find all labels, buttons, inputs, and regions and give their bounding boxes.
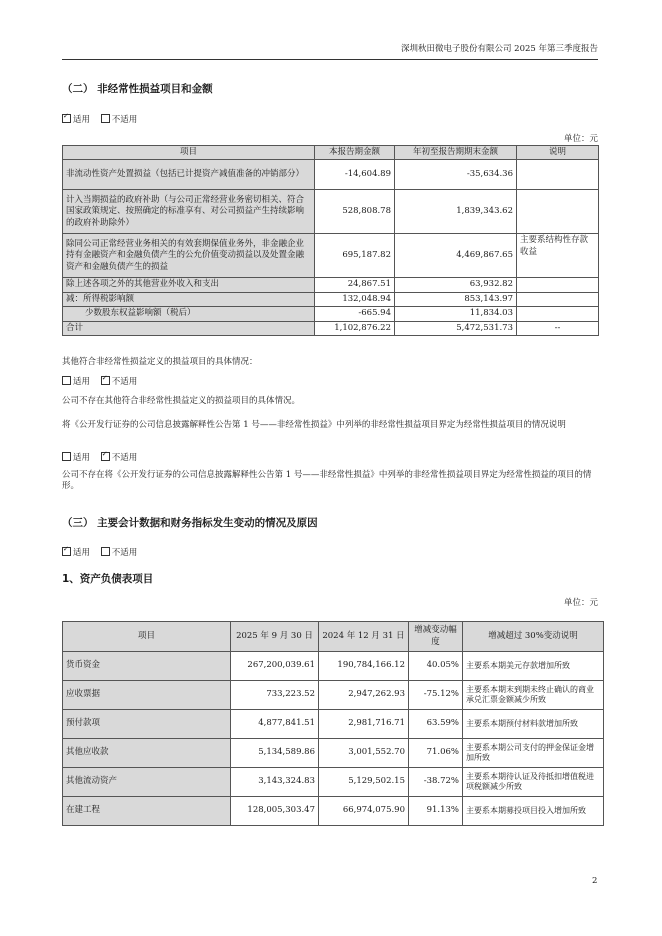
- row-change-percent: 71.06%: [409, 739, 463, 768]
- checkbox-not-applicable-checked-icon: [101, 376, 110, 385]
- column-header: 本报告期金额: [315, 146, 395, 160]
- checkbox-not-applicable-icon: [101, 547, 110, 556]
- row-change-percent: -75.12%: [409, 681, 463, 710]
- row-change-note: 主要系本期待认证及待抵扣增值税进项税额减少所致: [463, 768, 604, 797]
- row-ytd-amount: 63,932.82: [395, 278, 517, 292]
- row-item: 少数股东权益影响额（税后）: [63, 307, 315, 321]
- row-current-amount: 695,187.82: [315, 234, 395, 278]
- listed-items-label: 将《公开发行证券的公司信息披露解释性公告第 1 号——非经常性损益》中列举的非经常性损益项目界定为经常性损益项目的情况说明: [62, 420, 566, 430]
- row-ytd-amount: 11,834.03: [395, 307, 517, 321]
- section-2-title: （二） 非经常性损益项目和金额: [62, 83, 213, 95]
- row-item: 在建工程: [63, 797, 231, 826]
- section-3-unit: 单位：元: [563, 598, 598, 608]
- column-header: 2025 年 9 月 30 日: [231, 622, 319, 652]
- row-note: [517, 307, 599, 321]
- column-header: 增减变动幅度: [409, 622, 463, 652]
- row-value-2024: 2,981,716.71: [319, 710, 409, 739]
- row-change-percent: 63.59%: [409, 710, 463, 739]
- column-header: 年初至报告期期末金额: [395, 146, 517, 160]
- row-current-amount: -665.94: [315, 307, 395, 321]
- table-row: [63, 234, 599, 278]
- row-item: 其他应收款: [63, 739, 231, 768]
- row-ytd-amount: 5,472,531.73: [395, 321, 517, 335]
- row-ytd-amount: 1,839,343.62: [395, 190, 517, 234]
- row-value-2024: 2,947,262.93: [319, 681, 409, 710]
- row-value-2024: 190,784,166.12: [319, 652, 409, 681]
- row-value-2024: 5,129,502.15: [319, 768, 409, 797]
- row-ytd-amount: -35,634.36: [395, 160, 517, 190]
- row-item: 应收票据: [63, 681, 231, 710]
- row-change-percent: 91.13%: [409, 797, 463, 826]
- row-change-note: 主要系本期募投项目投入增加所致: [463, 797, 604, 826]
- table-header-row: [63, 622, 604, 652]
- row-change-percent: -38.72%: [409, 768, 463, 797]
- page-header: 深圳秋田微电子股份有限公司 2025 年第三季度报告: [62, 44, 598, 60]
- checkbox-applicable-checked-icon: [62, 114, 71, 123]
- table-row: [63, 292, 599, 306]
- row-item: 非流动性资产处置损益（包括已计提资产减值准备的冲销部分）: [63, 160, 315, 190]
- table-row: [63, 190, 599, 234]
- row-value-2025: 267,200,039.61: [231, 652, 319, 681]
- table-row: [63, 160, 599, 190]
- table-row: [63, 768, 604, 797]
- page-number: 2: [592, 876, 598, 886]
- row-item: 货币资金: [63, 652, 231, 681]
- row-item: 其他流动资产: [63, 768, 231, 797]
- row-note: 主要系结构性存款收益: [517, 234, 599, 278]
- row-current-amount: 528,808.78: [315, 190, 395, 234]
- other-items-applicability: 适用 ✓ 不适用: [62, 376, 598, 388]
- checkbox-applicable-icon: [62, 452, 71, 461]
- row-change-note: 主要系本期公司支付的押金保证金增加所致: [463, 739, 604, 768]
- checkbox-not-applicable-icon: [101, 114, 110, 123]
- row-ytd-amount: 853,143.97: [395, 292, 517, 306]
- row-item: 预付款项: [63, 710, 231, 739]
- column-header: 项目: [63, 146, 315, 160]
- other-items-text: 公司不存在其他符合非经常性损益定义的损益项目的具体情况。: [62, 396, 301, 406]
- table-row-total: [63, 321, 599, 335]
- balance-sheet-changes-table: [62, 621, 604, 826]
- table-row: [63, 710, 604, 739]
- section-3-title: （三） 主要会计数据和财务指标发生变动的情况及原因: [62, 517, 318, 529]
- row-current-amount: 1,102,876.22: [315, 321, 395, 335]
- row-change-note: 主要系本期预付材料款增加所致: [463, 710, 604, 739]
- column-header: 说明: [517, 146, 599, 160]
- row-value-2025: 128,005,303.47: [231, 797, 319, 826]
- row-current-amount: 132,048.94: [315, 292, 395, 306]
- row-change-note: 主要系本期美元存款增加所致: [463, 652, 604, 681]
- row-note: --: [517, 321, 599, 335]
- row-value-2025: 4,877,841.51: [231, 710, 319, 739]
- table-header-row: [63, 146, 599, 160]
- row-note: [517, 292, 599, 306]
- row-item: 除上述各项之外的其他营业外收入和支出: [63, 278, 315, 292]
- checkbox-not-applicable-checked-icon: [101, 452, 110, 461]
- row-value-2025: 733,223.52: [231, 681, 319, 710]
- row-value-2025: 3,143,324.83: [231, 768, 319, 797]
- checkbox-applicable-checked-icon: [62, 547, 71, 556]
- table-row: [63, 681, 604, 710]
- row-ytd-amount: 4,469,867.65: [395, 234, 517, 278]
- row-current-amount: -14,604.89: [315, 160, 395, 190]
- listed-items-applicability: 适用 ✓ 不适用: [62, 452, 598, 464]
- table-row: [63, 278, 599, 292]
- non-recurring-gains-table: [62, 145, 599, 336]
- column-header: 2024 年 12 月 31 日: [319, 622, 409, 652]
- table-row: [63, 739, 604, 768]
- column-header: 增减超过 30%变动说明: [463, 622, 604, 652]
- row-item: 除同公司正常经营业务相关的有效套期保值业务外，非金融企业持有金融资产和金融负债产生的公允价值变动损益以及处置金融资产和金融负债产生的损益: [63, 234, 315, 278]
- section-3-subtitle: 1、资产负债表项目: [62, 573, 154, 585]
- checkbox-applicable-icon: [62, 376, 71, 385]
- row-change-percent: 40.05%: [409, 652, 463, 681]
- row-note: [517, 190, 599, 234]
- row-item: 合计: [63, 321, 315, 335]
- section-2-applicability: ✓适用 不适用: [62, 114, 598, 126]
- section-3-applicability: ✓适用 不适用: [62, 547, 598, 559]
- row-item: 减：所得税影响额: [63, 292, 315, 306]
- row-note: [517, 160, 599, 190]
- row-current-amount: 24,867.51: [315, 278, 395, 292]
- table-row: [63, 797, 604, 826]
- section-2-unit: 单位：元: [563, 134, 598, 144]
- column-header: 项目: [63, 622, 231, 652]
- row-value-2024: 3,001,552.70: [319, 739, 409, 768]
- row-change-note: 主要系本期末到期未终止确认的商业承兑汇票金额减少所致: [463, 681, 604, 710]
- table-row: [63, 652, 604, 681]
- other-items-label: 其他符合非经常性损益定义的损益项目的具体情况：: [62, 357, 258, 367]
- table-row: [63, 307, 599, 321]
- row-item: 计入当期损益的政府补助（与公司正常经营业务密切相关、符合国家政策规定、按照确定的标准享有、对公司损益产生持续影响的政府补助除外）: [63, 190, 315, 234]
- row-value-2025: 5,134,589.86: [231, 739, 319, 768]
- row-note: [517, 278, 599, 292]
- row-value-2024: 66,974,075.90: [319, 797, 409, 826]
- listed-items-text: 公司不存在将《公开发行证券的公司信息披露解释性公告第 1 号——非经常性损益》中列举的非经常性损益项目界定为经常性损益的项目的情形。: [62, 470, 592, 492]
